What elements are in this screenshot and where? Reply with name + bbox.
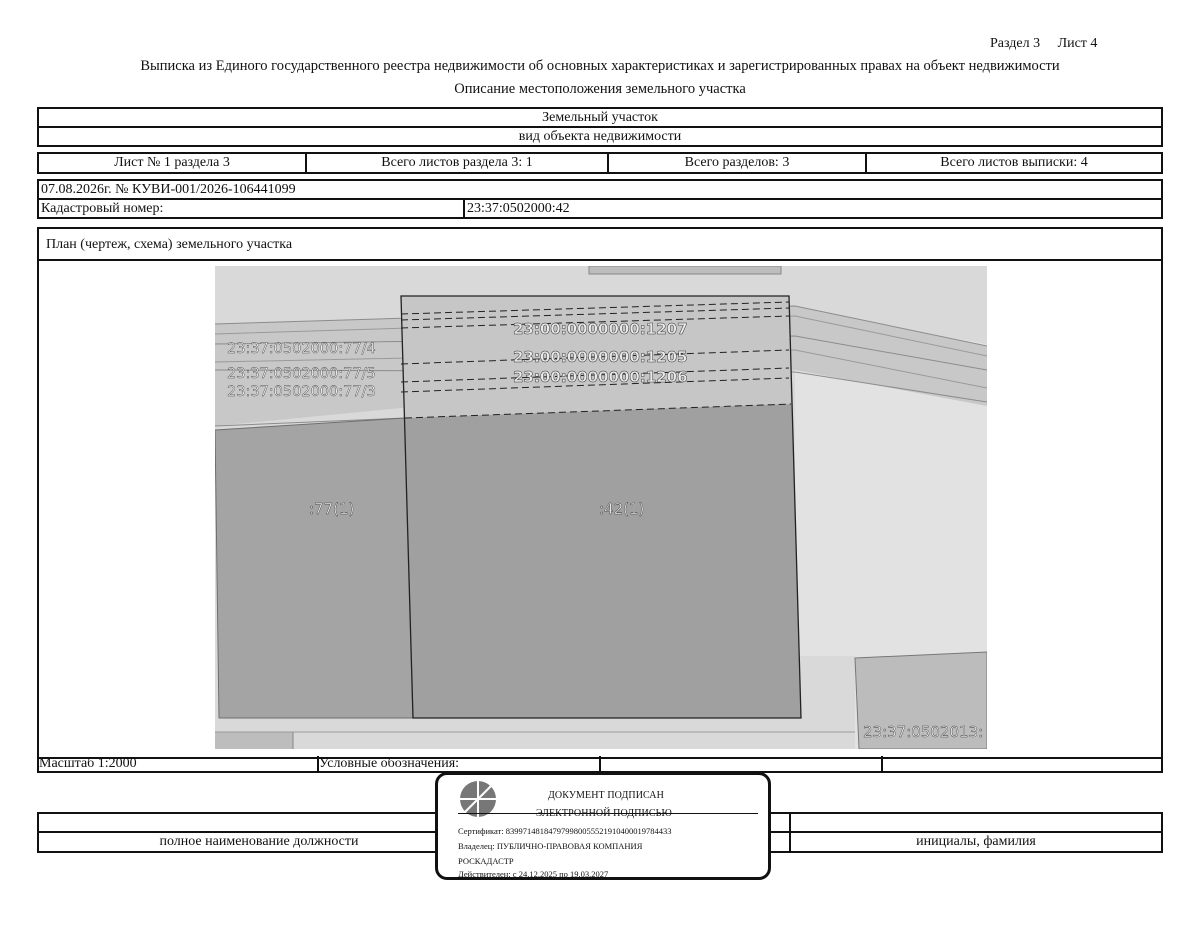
legend-cell: Условные обозначения: [319,756,601,771]
cadastral-map [215,266,987,749]
position-caption: полное наименование должности [159,834,359,849]
label-parcel-77-4: 23:37:0502000:77/4 [227,341,376,357]
label-parcel-1205: 23:00:0000000:1205 [513,348,688,366]
total-sections-cell: Всего разделов: 3 [609,154,867,172]
signature-certificate: Сертификат: 839971481847979980055521910400019784433 [458,826,672,836]
label-parcel-42: :42(1) [599,500,645,518]
scale-cell: Масштаб 1:2000 [39,756,319,771]
total-sheets-extract-cell: Всего листов выписки: 4 [940,155,1088,170]
label-parcel-1206: 23:00:0000000:1206 [513,368,688,386]
legend-blank-2 [883,756,1161,771]
cadastral-number: 23:37:0502000:42 [467,201,570,216]
signature-line2: ЭЛЕКТРОННОЙ ПОДПИСЬЮ [536,808,672,819]
sheets-info-row [37,152,1163,174]
sheet-number: Лист 4 [1057,36,1098,51]
sheet-number-cell: Лист № 1 раздела 3 [39,154,307,172]
signature-line1: ДОКУМЕНТ ПОДПИСАН [548,790,664,801]
signature-owner-line2: РОСКАДАСТР [458,856,514,866]
name-blank [791,814,1161,831]
name-caption: инициалы, фамилия [916,834,1036,849]
label-parcel-0502013: 23:37:0502013: [863,723,984,741]
total-sheets-section-cell: Всего листов раздела 3: 1 [307,154,609,172]
label-parcel-1207: 23:00:0000000:1207 [513,320,688,338]
scale-legend-row [37,756,1163,773]
record-box [37,179,1163,219]
plan-title: План (чертеж, схема) земельного участка [39,229,1161,261]
cadastral-label: Кадастровый номер: [39,200,465,217]
object-kind: Земельный участок [39,109,1161,128]
label-parcel-77-3: 23:37:0502000:77/3 [227,384,376,400]
document-title: Выписка из Единого государственного реестра недвижимости об основных характеристиках и зарегистрированных правах на объект недвижимости [140,58,1060,74]
object-kind-caption: вид объекта недвижимости [518,129,682,144]
date-number: 07.08.2026г. № КУВИ-001/2026-106441099 [39,181,1161,200]
signature-owner: Владелец: ПУБЛИЧНО-ПРАВОВАЯ КОМПАНИЯ [458,841,643,851]
object-kind-box [37,107,1163,147]
document-subtitle: Описание местоположения земельного участка [454,81,746,97]
signature-validity: Действителен: с 24.12.2025 по 19.03.2027 [458,869,609,879]
label-parcel-77-5: 23:37:0502000:77/5 [227,366,376,382]
legend-blank-1 [601,756,883,771]
section-number: Раздел 3 [990,36,1041,51]
electronic-signature-stamp [435,772,771,880]
section-sheet-header [990,36,1170,52]
label-parcel-77: :77(1) [309,500,355,518]
